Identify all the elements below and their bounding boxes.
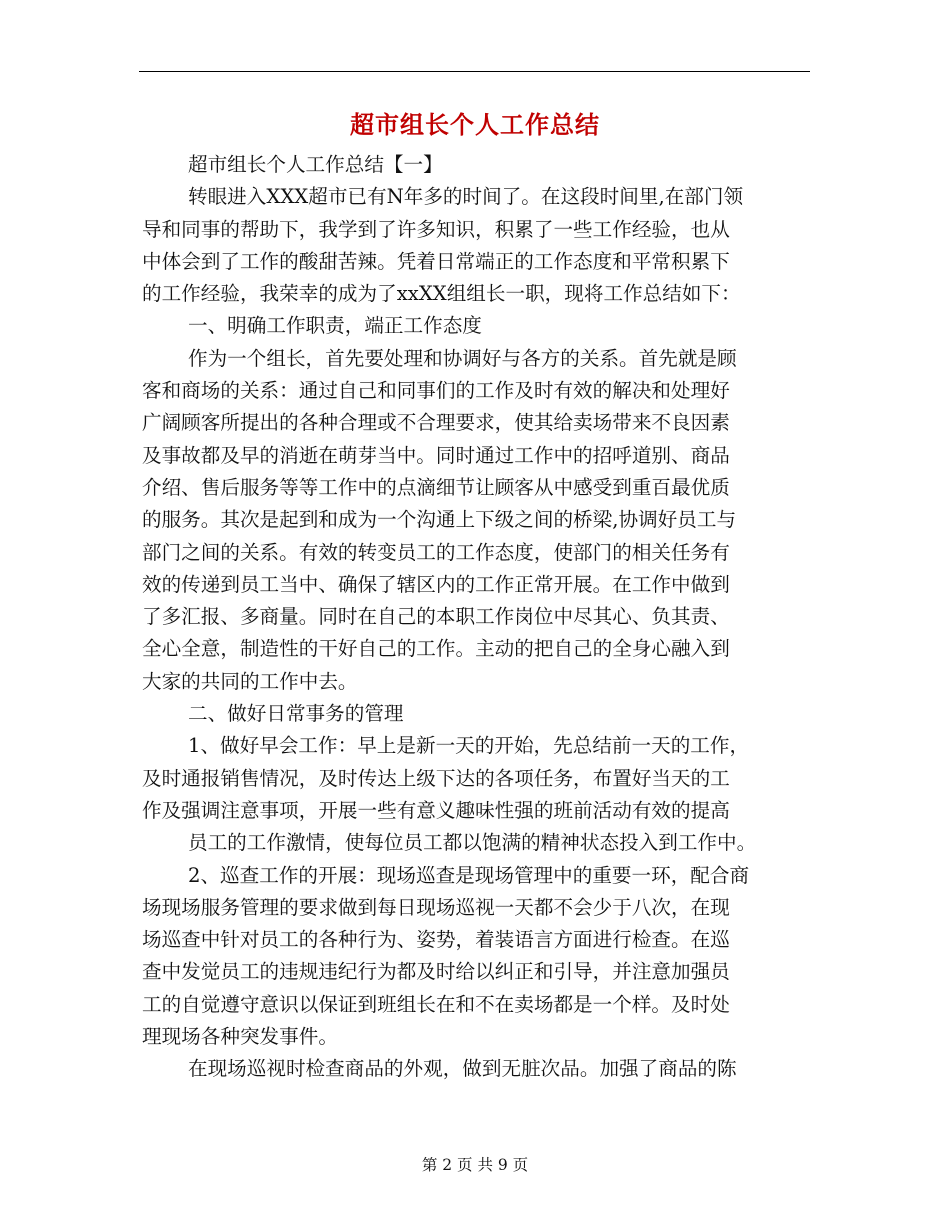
body-text-line: 场现场服务管理的要求做到每日现场巡视一天都不会少于八次，在现 (142, 895, 730, 919)
body-text-line: 广阔顾客所提出的各种合理或不合理要求，使其给卖场带来不良因素 (142, 411, 730, 435)
body-text-line: 介绍、售后服务等等工作中的点滴细节让顾客从中感受到重百最优质 (142, 475, 730, 499)
body-text-line: 的服务。其次是起到和成为一个沟通上下级之间的桥梁,协调好员工与 (142, 508, 737, 532)
body-text-line: 的工作经验，我荣幸的成为了xxXX组组长一职，现将工作总结如下： (142, 282, 741, 306)
body-text-line: 中体会到了工作的酸甜苦辣。凭着日常端正的工作态度和平常积累下 (142, 249, 730, 273)
document-body (142, 149, 812, 1086)
body-text-line: 2、巡查工作的开展：现场巡查是现场管理中的重要一环，配合商 (188, 863, 750, 887)
body-text-line: 理现场各种突发事件。 (142, 1025, 338, 1049)
body-text-line: 及时通报销售情况，及时传达上级下达的各项任务，布置好当天的工 (142, 766, 730, 790)
body-text-line: 员工的工作激情，使每位员工都以饱满的精神状态投入到工作中。 (188, 831, 757, 855)
body-text-line: 了多汇报、多商量。同时在自己的本职工作岗位中尽其心、负其责、 (142, 605, 730, 629)
body-text-line: 导和同事的帮助下，我学到了许多知识，积累了一些工作经验，也从 (142, 217, 730, 241)
page-number-footer: 第 2 页 共 9 页 (421, 1156, 529, 1174)
body-text-line: 工的自觉遵守意识以保证到班组长在和不在卖场都是一个样。及时处 (142, 992, 730, 1016)
body-text-line: 效的传递到员工当中、确保了辖区内的工作正常开展。在工作中做到 (142, 572, 730, 596)
body-text-line: 查中发觉员工的违规违纪行为都及时给以纠正和引导，并注意加强员 (142, 960, 730, 984)
body-text-line: 一、明确工作职责，端正工作态度 (188, 314, 482, 338)
body-text-line: 作及强调注意事项，开展一些有意义趣味性强的班前活动有效的提高 (142, 798, 730, 822)
body-text-line: 1、做好早会工作：早上是新一天的开始，先总结前一天的工作， (188, 734, 750, 758)
body-text-line: 二、做好日常事务的管理 (188, 702, 404, 726)
body-text-line: 大家的共同的工作中去。 (142, 669, 358, 693)
body-text-line: 全心全意，制造性的干好自己的工作。主动的把自己的全身心融入到 (142, 637, 730, 661)
document-title: 超市组长个人工作总结 (350, 110, 600, 139)
body-text-line: 超市组长个人工作总结【一】 (188, 153, 443, 176)
body-text-line: 客和商场的关系：通过自己和同事们的工作及时有效的解决和处理好 (142, 379, 730, 403)
body-text-line: 部门之间的关系。有效的转变员工的工作态度，使部门的相关任务有 (142, 540, 730, 564)
header-rule (139, 71, 810, 72)
body-text-line: 场巡查中针对员工的各种行为、姿势，着装语言方面进行检查。在巡 (142, 928, 730, 952)
body-text-line: 作为一个组长，首先要处理和协调好与各方的关系。首先就是顾 (188, 346, 737, 370)
body-text-line: 及事故都及早的消逝在萌芽当中。同时通过工作中的招呼道别、商品 (142, 443, 730, 467)
body-text-line: 在现场巡视时检查商品的外观，做到无脏次品。加强了商品的陈 (188, 1057, 737, 1081)
body-text-line: 转眼进入XXX超市已有N年多的时间了。在这段时间里,在部门领 (188, 185, 744, 209)
